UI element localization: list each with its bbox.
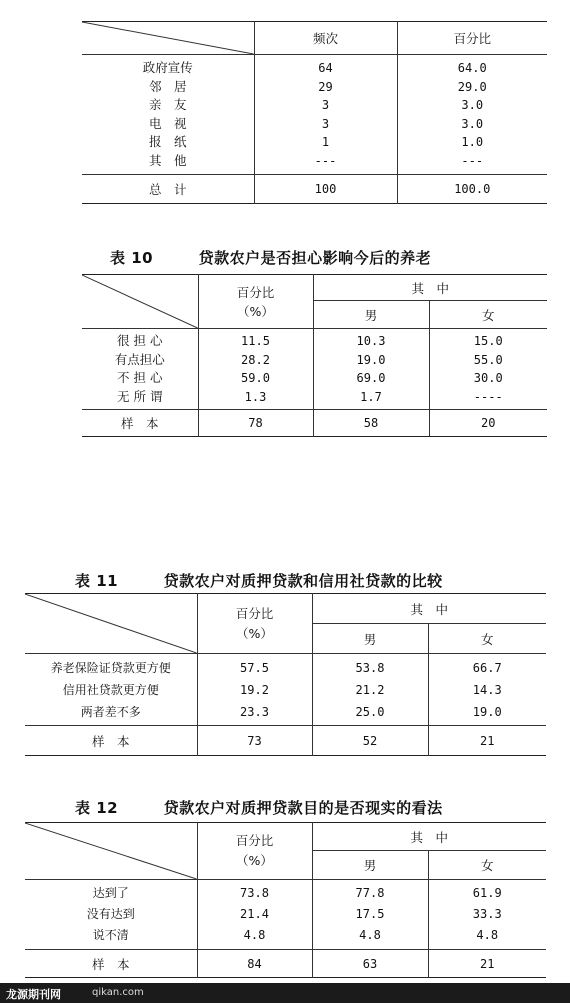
- cell-value: 29.0: [457, 79, 487, 94]
- row-label: 信用社贷款更方便: [62, 682, 159, 697]
- female-values: [428, 880, 546, 950]
- table-body-rows: [25, 880, 546, 950]
- sample-female: 20: [429, 410, 547, 437]
- cell-value: 28.2: [241, 352, 270, 367]
- female-values: [428, 654, 546, 726]
- cell-value: 21.2: [355, 682, 385, 697]
- percent-header-line2: （%）: [236, 853, 273, 868]
- total-percent: 100.0: [397, 175, 547, 204]
- sample-female: 21: [428, 950, 546, 978]
- sample-row: [82, 410, 547, 437]
- row-label: 养老保险证贷款更方便: [50, 660, 171, 675]
- cell-value: ---: [314, 153, 337, 168]
- column-header-percent: [197, 823, 312, 880]
- column-header-female: 女: [429, 301, 547, 329]
- cell-value: 19.0: [356, 352, 386, 367]
- cell-value: 17.5: [355, 907, 385, 921]
- percent-header-line2: （%）: [237, 303, 274, 319]
- row-label: 电 视: [148, 115, 187, 131]
- cell-value: 64.0: [457, 61, 487, 75]
- sample-total: 84: [197, 950, 312, 978]
- corner-diagonal-cell: [82, 22, 254, 55]
- table-caption: [110, 247, 431, 268]
- group-header: 其 中: [312, 594, 546, 624]
- column-header-percent: [197, 594, 312, 654]
- cell-value: 3: [321, 98, 330, 112]
- row-label: 政府宣传: [142, 60, 193, 75]
- row-label: 没有达到: [86, 907, 135, 921]
- column-header-percent: 百分比: [397, 22, 547, 55]
- row-label: 说不清: [92, 928, 129, 942]
- sample-label: 样 本: [120, 416, 159, 431]
- sample-row: [25, 950, 546, 978]
- cell-value: 3: [321, 116, 330, 131]
- cell-value: 3.0: [461, 98, 484, 112]
- cell-value: 21.4: [240, 907, 269, 921]
- sample-label: 样 本: [91, 956, 130, 972]
- table-caption: [75, 797, 443, 818]
- cell-value: 64: [318, 61, 333, 75]
- row-label: 有点担心: [114, 351, 165, 367]
- cell-value: 14.3: [472, 682, 502, 697]
- cell-value: 55.0: [473, 352, 503, 367]
- row-label: 报 纸: [148, 134, 187, 149]
- cell-value: 19.2: [240, 682, 269, 697]
- cell-value: 1.3: [244, 389, 267, 404]
- column-header-male: 男: [313, 301, 429, 329]
- cell-value: 61.9: [472, 886, 502, 900]
- cell-value: 25.0: [355, 704, 385, 719]
- cell-value: 10.3: [356, 334, 386, 348]
- cell-value: 19.0: [472, 704, 502, 719]
- total-label: 总 计: [148, 182, 187, 197]
- table-header-row: [82, 22, 547, 55]
- percent-values: [197, 654, 312, 726]
- row-labels: [82, 329, 198, 410]
- column-header-male: 男: [312, 624, 428, 654]
- table-title: 贷款农户对质押贷款目的是否现实的看法: [163, 799, 443, 817]
- cell-value: 1.7: [360, 389, 382, 404]
- cell-value: 73.8: [240, 886, 269, 900]
- corner-diagonal-cell: [25, 594, 197, 654]
- male-values: [313, 329, 429, 410]
- table-pension-worry: [82, 274, 547, 437]
- group-header: 其 中: [313, 275, 547, 301]
- cell-value: 30.0: [473, 371, 503, 385]
- table-source-of-information: [82, 21, 547, 204]
- sample-total: 78: [198, 410, 313, 437]
- percent-header-line1: 百分比: [235, 605, 274, 621]
- column-header-percent: [198, 275, 313, 329]
- cell-value: 66.7: [472, 660, 502, 675]
- table-header-row: [25, 594, 546, 624]
- table-number: 表 10: [110, 249, 154, 267]
- table-number: 表 12: [75, 799, 119, 817]
- cell-value: 11.5: [241, 334, 270, 348]
- table-header-row: [82, 275, 547, 301]
- table-title: 贷款农户是否担心影响今后的养老: [198, 249, 432, 267]
- row-label: 达到了: [92, 886, 129, 900]
- cell-value: 1: [321, 135, 330, 149]
- column-header-male: 男: [312, 851, 428, 880]
- watermark-bar: [0, 983, 570, 1003]
- cell-value: 4.8: [476, 928, 499, 942]
- cell-value: 57.5: [240, 660, 269, 675]
- percent-values: [397, 55, 547, 175]
- cell-value: 59.0: [241, 371, 270, 385]
- percent-header-line1: 百分比: [236, 284, 275, 300]
- cell-value: 4.8: [243, 928, 266, 942]
- percent-header-line2: （%）: [236, 625, 273, 641]
- row-label: 其 他: [148, 152, 187, 168]
- watermark-site[interactable]: qikan.com: [92, 987, 144, 998]
- percent-values: [198, 329, 313, 410]
- cell-value: 1.0: [461, 135, 484, 149]
- cell-value: 3.0: [461, 116, 484, 131]
- column-header-female: 女: [428, 624, 546, 654]
- sample-male: 58: [313, 410, 429, 437]
- group-header: 其 中: [312, 823, 546, 851]
- corner-diagonal-cell: [25, 823, 197, 880]
- cell-value: ----: [473, 389, 503, 404]
- sample-total: 73: [197, 726, 312, 756]
- row-label: 很 担 心: [117, 333, 163, 348]
- table-loan-purpose-realistic: [25, 822, 546, 978]
- total-row: [82, 175, 547, 204]
- cell-value: 4.8: [359, 928, 381, 942]
- frequency-values: [254, 55, 397, 175]
- sample-male: 63: [312, 950, 428, 978]
- percent-header-line1: 百分比: [235, 833, 274, 848]
- table-title: 贷款农户对质押贷款和信用社贷款的比较: [163, 572, 443, 590]
- table-body-rows: [82, 55, 547, 175]
- male-values: [312, 654, 428, 726]
- percent-values: [197, 880, 312, 950]
- cell-value: ---: [461, 153, 484, 168]
- row-label: 亲 友: [148, 97, 187, 112]
- cell-value: 69.0: [356, 371, 386, 385]
- cell-value: 33.3: [472, 907, 502, 921]
- table-number: 表 11: [75, 572, 119, 590]
- column-header-female: 女: [428, 851, 546, 880]
- table-loan-comparison: [25, 593, 546, 756]
- row-label: 两者差不多: [80, 704, 141, 719]
- table-caption: [75, 570, 443, 591]
- row-labels: [82, 55, 254, 175]
- total-frequency: 100: [254, 175, 397, 204]
- row-label: 不 担 心: [117, 370, 163, 385]
- cell-value: 53.8: [355, 660, 385, 675]
- row-label: 邻 居: [148, 78, 187, 94]
- cell-value: 29: [318, 79, 333, 94]
- table-body-rows: [25, 654, 546, 726]
- sample-female: 21: [428, 726, 546, 756]
- female-values: [429, 329, 547, 410]
- table-body-rows: [82, 329, 547, 410]
- row-labels: [25, 880, 197, 950]
- cell-value: 23.3: [240, 704, 269, 719]
- table-header-row: [25, 823, 546, 851]
- male-values: [312, 880, 428, 950]
- cell-value: 15.0: [473, 334, 503, 348]
- sample-label: 样 本: [91, 733, 130, 749]
- sample-male: 52: [312, 726, 428, 756]
- row-label: 无 所 谓: [117, 388, 163, 404]
- corner-diagonal-cell: [82, 275, 198, 329]
- cell-value: 77.8: [355, 886, 385, 900]
- row-labels: [25, 654, 197, 726]
- sample-row: [25, 726, 546, 756]
- watermark-brand: 龙源期刊网: [6, 988, 61, 1001]
- column-header-frequency: 频次: [254, 22, 397, 55]
